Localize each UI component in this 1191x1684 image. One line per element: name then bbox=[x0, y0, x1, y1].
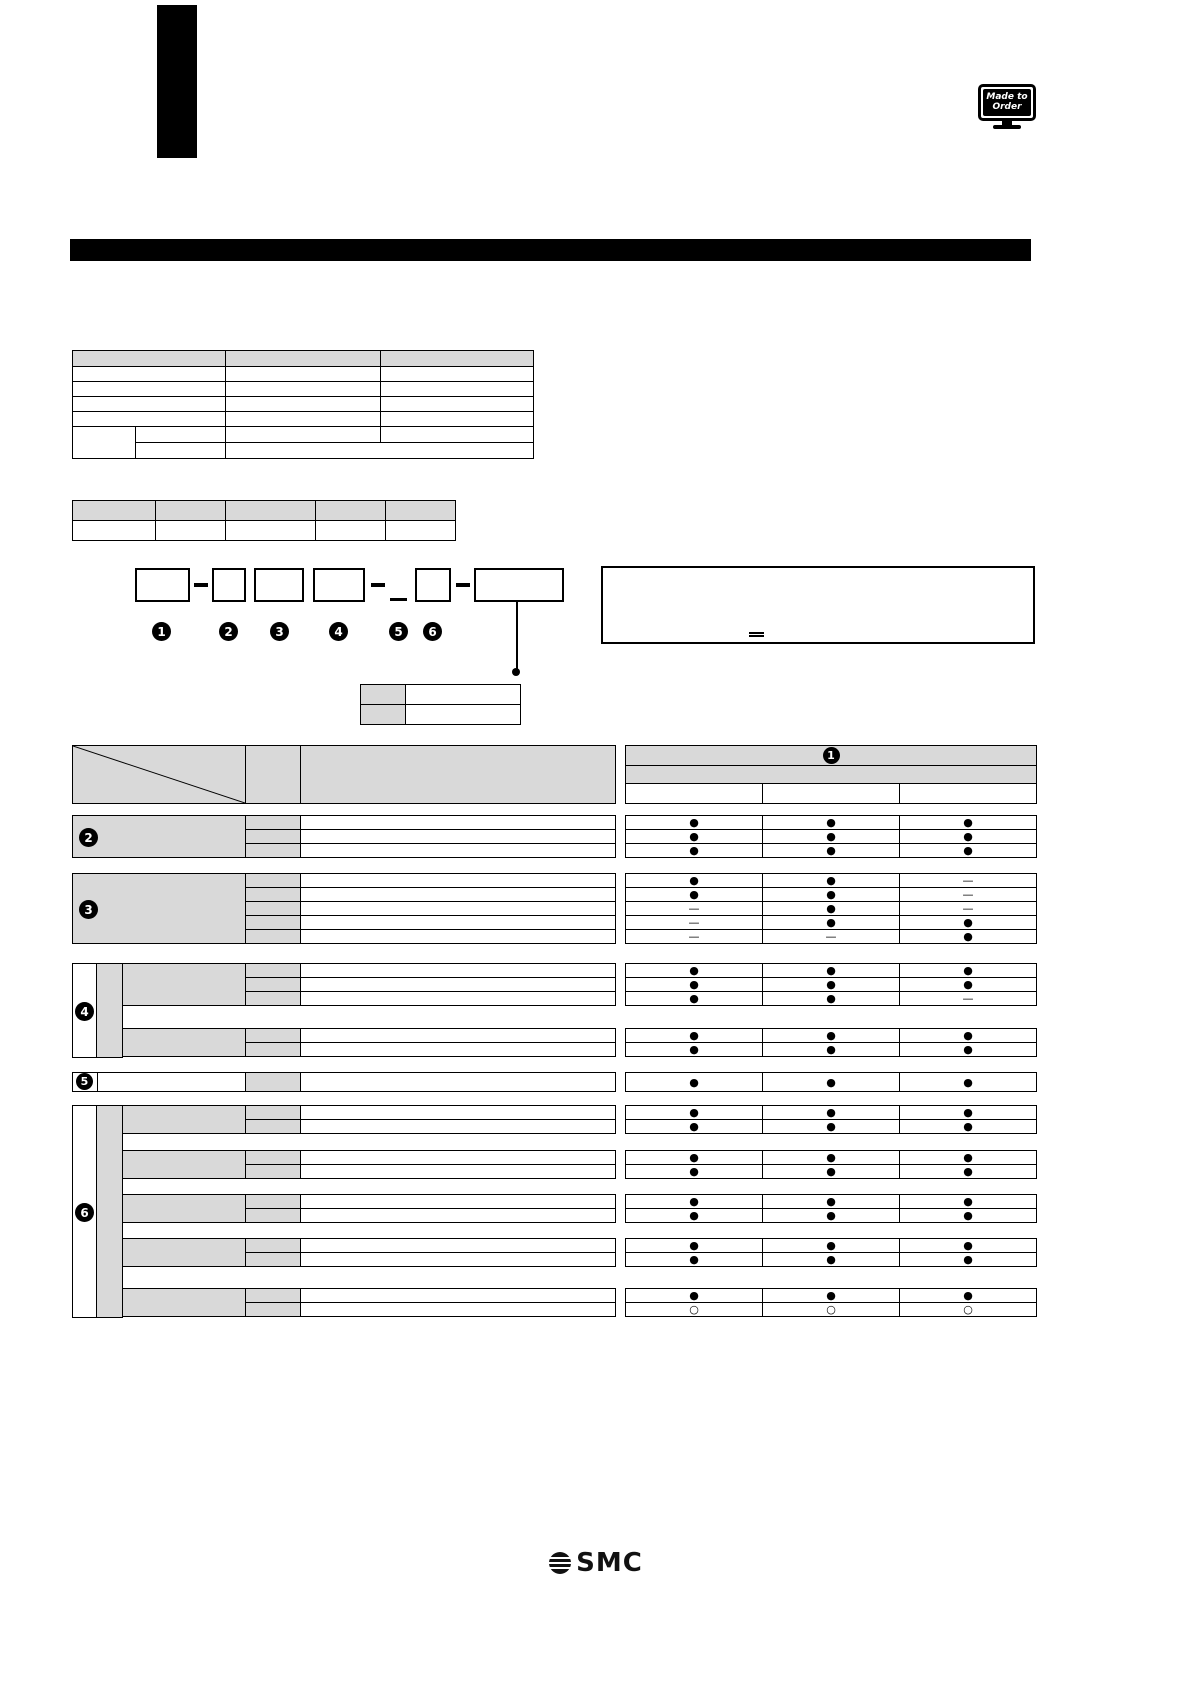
availability-cell: ● bbox=[762, 991, 900, 1006]
spec-cell bbox=[73, 427, 136, 459]
option-code-cell bbox=[245, 1150, 301, 1165]
weight-table bbox=[72, 500, 456, 541]
weight-cell bbox=[156, 521, 226, 541]
availability-cell: ● bbox=[899, 977, 1037, 992]
availability-cell: — bbox=[625, 929, 763, 944]
availability-cell: ● bbox=[762, 1208, 900, 1223]
availability-cell: ● bbox=[625, 815, 763, 830]
order-marker-6: 6 bbox=[423, 622, 442, 641]
availability-cell: ● bbox=[899, 1072, 1037, 1092]
availability-cell: ● bbox=[625, 1208, 763, 1223]
spec-row bbox=[73, 427, 534, 443]
spec-header-row bbox=[73, 351, 534, 367]
matrix-description-header-cell bbox=[300, 745, 616, 804]
availability-cell: ● bbox=[899, 1042, 1037, 1057]
availability-cell: ● bbox=[762, 915, 900, 930]
section3-availability-grid bbox=[625, 873, 1037, 944]
availability-cell: ● bbox=[625, 829, 763, 844]
weight-header-cell bbox=[156, 501, 226, 521]
availability-row bbox=[625, 1150, 1037, 1165]
availability-cell: — bbox=[899, 873, 1037, 888]
order-marker-4: 4 bbox=[329, 622, 348, 641]
option-desc-cell bbox=[406, 705, 521, 725]
availability-cell: ● bbox=[899, 1194, 1037, 1209]
option-description-cell bbox=[300, 915, 616, 930]
option-row bbox=[245, 1288, 616, 1303]
availability-cell: — bbox=[899, 991, 1037, 1006]
availability-cell: ● bbox=[625, 1105, 763, 1120]
section6-group1-availability-grid bbox=[625, 1105, 1037, 1134]
availability-row bbox=[625, 1164, 1037, 1179]
option-code-cell bbox=[245, 1252, 301, 1267]
matrix-series-band bbox=[625, 745, 1037, 766]
option-code-cell bbox=[245, 1042, 301, 1057]
availability-cell: ● bbox=[762, 1238, 900, 1253]
availability-cell: ● bbox=[899, 963, 1037, 978]
availability-cell: ● bbox=[762, 1164, 900, 1179]
spec-cell bbox=[226, 427, 381, 443]
spec-cell bbox=[136, 443, 226, 459]
section6-group4-availability-grid bbox=[625, 1238, 1037, 1267]
section4-group2-option-rows bbox=[245, 1028, 616, 1057]
option-code-cell bbox=[245, 1288, 301, 1303]
series-column-header bbox=[625, 783, 763, 804]
availability-row bbox=[625, 1302, 1037, 1317]
weight-cell bbox=[386, 521, 456, 541]
section6-group4-option-rows bbox=[245, 1238, 616, 1267]
option-description-cell bbox=[300, 887, 616, 902]
option-description-cell bbox=[300, 1252, 616, 1267]
section6-group5-label bbox=[122, 1288, 246, 1317]
availability-cell: ● bbox=[625, 1194, 763, 1209]
availability-cell: ● bbox=[899, 1105, 1037, 1120]
availability-row bbox=[625, 1042, 1037, 1057]
spec-cell bbox=[73, 382, 226, 397]
availability-cell: ● bbox=[625, 1119, 763, 1134]
spec-cell bbox=[226, 412, 381, 427]
availability-row bbox=[625, 1238, 1037, 1253]
availability-cell: ● bbox=[899, 815, 1037, 830]
matrix-corner-cell bbox=[72, 745, 246, 804]
availability-cell: ● bbox=[762, 1119, 900, 1134]
section6-group3-label bbox=[122, 1194, 246, 1223]
section6-group2-option-rows bbox=[245, 1150, 616, 1179]
availability-cell: ● bbox=[899, 1288, 1037, 1303]
option-description-cell bbox=[300, 963, 616, 978]
weight-row bbox=[73, 521, 456, 541]
spec-cell bbox=[226, 367, 381, 382]
order-code-box-3 bbox=[254, 568, 304, 602]
option-code-cell bbox=[245, 829, 301, 844]
weight-cell bbox=[316, 521, 386, 541]
section6-marker: 6 bbox=[75, 1203, 94, 1222]
availability-row bbox=[625, 1252, 1037, 1267]
section6-group3-availability-grid bbox=[625, 1194, 1037, 1223]
option-row bbox=[245, 815, 616, 830]
availability-cell: ● bbox=[762, 1194, 900, 1209]
availability-cell: ● bbox=[625, 1072, 763, 1092]
option-description-cell bbox=[300, 1150, 616, 1165]
option-description-cell bbox=[300, 873, 616, 888]
availability-row bbox=[625, 963, 1037, 978]
weight-header-cell bbox=[226, 501, 316, 521]
availability-row bbox=[625, 815, 1037, 830]
option-code-cell bbox=[245, 815, 301, 830]
option-code-cell bbox=[245, 977, 301, 992]
spec-header-cell bbox=[381, 351, 534, 367]
option-description-cell bbox=[300, 1208, 616, 1223]
order-code-box-1 bbox=[135, 568, 190, 602]
availability-cell: ● bbox=[625, 843, 763, 858]
section2-marker: 2 bbox=[79, 828, 98, 847]
option-code-cell bbox=[245, 843, 301, 858]
availability-cell: — bbox=[625, 901, 763, 916]
option-code-cell bbox=[245, 901, 301, 916]
diagonal-divider bbox=[73, 746, 245, 803]
option-row bbox=[245, 991, 616, 1006]
spec-cell bbox=[73, 367, 226, 382]
section4-group1-availability-grid bbox=[625, 963, 1037, 1006]
section3-marker: 3 bbox=[79, 900, 98, 919]
option-code-cell bbox=[361, 705, 406, 725]
option-description-cell bbox=[300, 843, 616, 858]
option-code-cell bbox=[245, 963, 301, 978]
weight-cell bbox=[73, 521, 156, 541]
spec-cell bbox=[73, 412, 226, 427]
availability-cell: ● bbox=[899, 929, 1037, 944]
note-box bbox=[601, 566, 1035, 644]
monitor-base bbox=[993, 125, 1021, 129]
availability-cell: ● bbox=[762, 963, 900, 978]
option-description-cell bbox=[300, 1238, 616, 1253]
availability-cell: ● bbox=[762, 1288, 900, 1303]
section5-availability-grid bbox=[625, 1072, 1037, 1092]
section6-group1-option-rows bbox=[245, 1105, 616, 1134]
option-row bbox=[245, 1028, 616, 1043]
smc-logo-text: SMC bbox=[576, 1548, 643, 1578]
spec-row bbox=[73, 382, 534, 397]
availability-cell: ● bbox=[899, 1238, 1037, 1253]
option-subtable bbox=[360, 684, 521, 725]
availability-row bbox=[625, 901, 1037, 916]
order-code-box-6 bbox=[474, 568, 564, 602]
spec-header-cell bbox=[226, 351, 381, 367]
page-tab-marker bbox=[157, 5, 197, 158]
spec-cell bbox=[381, 427, 534, 443]
option-row bbox=[361, 685, 521, 705]
option-row bbox=[245, 1119, 616, 1134]
availability-cell: ● bbox=[899, 915, 1037, 930]
option-description-cell bbox=[300, 815, 616, 830]
spec-row bbox=[73, 443, 534, 459]
monitor-icon bbox=[978, 84, 1036, 121]
availability-cell: ○ bbox=[625, 1302, 763, 1317]
option-row bbox=[245, 963, 616, 978]
option-code-cell bbox=[245, 991, 301, 1006]
availability-cell: ● bbox=[625, 1288, 763, 1303]
option-description-cell bbox=[300, 1042, 616, 1057]
order-marker-1: 1 bbox=[152, 622, 171, 641]
connector-dot bbox=[512, 668, 520, 676]
availability-row bbox=[625, 843, 1037, 858]
matrix-header-marker: 1 bbox=[823, 747, 840, 764]
spec-cell bbox=[381, 397, 534, 412]
order-code-box-4 bbox=[313, 568, 365, 602]
series-column-header bbox=[762, 783, 900, 804]
availability-cell: ● bbox=[762, 1028, 900, 1043]
availability-cell: ● bbox=[762, 1105, 900, 1120]
option-desc-cell bbox=[406, 685, 521, 705]
series-column-header bbox=[899, 783, 1037, 804]
note-emphasis-mark bbox=[749, 632, 764, 637]
section5-label-cell bbox=[97, 1072, 246, 1092]
option-row bbox=[245, 1042, 616, 1057]
option-code-cell bbox=[245, 929, 301, 944]
availability-row bbox=[625, 829, 1037, 844]
availability-cell: ● bbox=[762, 815, 900, 830]
section4-group2-label bbox=[122, 1028, 246, 1057]
made-to-order-badge bbox=[978, 84, 1036, 129]
order-marker-5: 5 bbox=[389, 622, 408, 641]
availability-cell: ● bbox=[625, 1252, 763, 1267]
availability-row bbox=[625, 1072, 1037, 1092]
option-description-cell bbox=[300, 901, 616, 916]
availability-cell: ● bbox=[762, 1252, 900, 1267]
option-row bbox=[245, 901, 616, 916]
spec-cell bbox=[136, 427, 226, 443]
option-code-cell bbox=[245, 915, 301, 930]
availability-row bbox=[625, 1119, 1037, 1134]
section6-group4-label bbox=[122, 1238, 246, 1267]
availability-cell: ● bbox=[625, 963, 763, 978]
section4-category-strip bbox=[96, 963, 123, 1058]
section6-group5-option-rows bbox=[245, 1288, 616, 1317]
availability-cell: ● bbox=[625, 1150, 763, 1165]
availability-cell: ○ bbox=[899, 1302, 1037, 1317]
spec-cell bbox=[381, 367, 534, 382]
option-row bbox=[245, 1302, 616, 1317]
spec-header-cell bbox=[73, 351, 226, 367]
option-description-cell bbox=[300, 1288, 616, 1303]
matrix-column-headers bbox=[625, 783, 1037, 804]
option-description-cell bbox=[300, 1164, 616, 1179]
section5-option-rows bbox=[245, 1072, 616, 1092]
option-row bbox=[245, 1252, 616, 1267]
availability-cell: — bbox=[899, 887, 1037, 902]
spec-row bbox=[73, 412, 534, 427]
spec-cell bbox=[226, 397, 381, 412]
option-row bbox=[245, 873, 616, 888]
option-row bbox=[245, 1105, 616, 1120]
option-description-cell bbox=[300, 1105, 616, 1120]
option-description-cell bbox=[300, 1072, 616, 1092]
order-marker-3: 3 bbox=[270, 622, 289, 641]
option-row bbox=[245, 829, 616, 844]
weight-header-cell bbox=[73, 501, 156, 521]
section6-group2-label bbox=[122, 1150, 246, 1179]
weight-header-row bbox=[73, 501, 456, 521]
availability-row bbox=[625, 1028, 1037, 1043]
availability-cell: ○ bbox=[762, 1302, 900, 1317]
availability-cell: ● bbox=[625, 873, 763, 888]
availability-row bbox=[625, 977, 1037, 992]
connector-line bbox=[516, 602, 518, 670]
section3-label-block bbox=[72, 873, 246, 944]
option-code-cell bbox=[245, 1208, 301, 1223]
availability-cell: ● bbox=[899, 1164, 1037, 1179]
spec-cell bbox=[226, 443, 534, 459]
availability-cell: ● bbox=[899, 1208, 1037, 1223]
option-code-cell bbox=[245, 1119, 301, 1134]
order-code-blank-underscore bbox=[390, 598, 407, 601]
availability-row bbox=[625, 1105, 1037, 1120]
availability-cell: ● bbox=[625, 887, 763, 902]
weight-cell bbox=[226, 521, 316, 541]
monitor-screen bbox=[983, 89, 1031, 116]
option-description-cell bbox=[300, 1119, 616, 1134]
option-row bbox=[245, 1072, 616, 1092]
order-marker-2: 2 bbox=[219, 622, 238, 641]
section4-marker: 4 bbox=[75, 1002, 94, 1021]
title-banner bbox=[70, 239, 1031, 261]
availability-row bbox=[625, 991, 1037, 1006]
availability-cell: ● bbox=[762, 873, 900, 888]
option-row bbox=[245, 1194, 616, 1209]
option-description-cell bbox=[300, 1302, 616, 1317]
section6-category-strip bbox=[96, 1105, 123, 1318]
option-description-cell bbox=[300, 1028, 616, 1043]
section6-group5-availability-grid bbox=[625, 1288, 1037, 1317]
matrix-subheader-band bbox=[625, 765, 1037, 784]
section6-group2-availability-grid bbox=[625, 1150, 1037, 1179]
order-code-box-5 bbox=[415, 568, 451, 602]
option-row bbox=[245, 1208, 616, 1223]
section6-group1-label bbox=[122, 1105, 246, 1134]
option-row bbox=[245, 1150, 616, 1165]
availability-cell: — bbox=[625, 915, 763, 930]
badge-text-line1: Made to bbox=[986, 92, 1028, 102]
order-code-dash bbox=[194, 583, 208, 587]
order-code-dash bbox=[371, 583, 385, 587]
option-code-cell bbox=[361, 685, 406, 705]
section4-group2-availability-grid bbox=[625, 1028, 1037, 1057]
availability-row bbox=[625, 873, 1037, 888]
availability-row bbox=[625, 1208, 1037, 1223]
availability-cell: ● bbox=[899, 843, 1037, 858]
availability-row bbox=[625, 1288, 1037, 1303]
availability-cell: ● bbox=[762, 1150, 900, 1165]
availability-cell: ● bbox=[762, 901, 900, 916]
spec-row bbox=[73, 397, 534, 412]
order-code-box-2 bbox=[212, 568, 246, 602]
section6-group3-option-rows bbox=[245, 1194, 616, 1223]
spec-cell bbox=[381, 382, 534, 397]
section5-marker: 5 bbox=[76, 1073, 93, 1090]
option-code-cell bbox=[245, 1072, 301, 1092]
option-row bbox=[245, 929, 616, 944]
availability-cell: ● bbox=[762, 977, 900, 992]
availability-cell: ● bbox=[899, 1028, 1037, 1043]
availability-row bbox=[625, 1194, 1037, 1209]
section4-group1-label bbox=[122, 963, 246, 1006]
spec-table bbox=[72, 350, 534, 459]
spec-cell bbox=[226, 382, 381, 397]
option-description-cell bbox=[300, 929, 616, 944]
spec-cell bbox=[73, 397, 226, 412]
option-row bbox=[245, 915, 616, 930]
availability-row bbox=[625, 887, 1037, 902]
availability-cell: ● bbox=[762, 843, 900, 858]
section2-label-block bbox=[72, 815, 246, 858]
option-row bbox=[245, 887, 616, 902]
availability-cell: ● bbox=[762, 829, 900, 844]
option-code-cell bbox=[245, 887, 301, 902]
option-description-cell bbox=[300, 829, 616, 844]
availability-cell: — bbox=[762, 929, 900, 944]
section4-group1-option-rows bbox=[245, 963, 616, 1006]
option-row bbox=[361, 705, 521, 725]
availability-row bbox=[625, 915, 1037, 930]
availability-cell: ● bbox=[625, 991, 763, 1006]
section2-option-rows bbox=[245, 815, 616, 858]
availability-cell: — bbox=[899, 901, 1037, 916]
availability-cell: ● bbox=[899, 1119, 1037, 1134]
section2-availability-grid bbox=[625, 815, 1037, 858]
option-code-cell bbox=[245, 1105, 301, 1120]
availability-cell: ● bbox=[762, 1042, 900, 1057]
option-code-cell bbox=[245, 873, 301, 888]
availability-cell: ● bbox=[762, 887, 900, 902]
option-code-cell bbox=[245, 1194, 301, 1209]
availability-cell: ● bbox=[625, 1028, 763, 1043]
option-row bbox=[245, 977, 616, 992]
section4-marker-strip bbox=[72, 963, 97, 1058]
section6-marker-strip bbox=[72, 1105, 97, 1318]
matrix-code-header-cell bbox=[245, 745, 301, 804]
availability-cell: ● bbox=[625, 1042, 763, 1057]
option-code-cell bbox=[245, 1028, 301, 1043]
option-description-cell bbox=[300, 1194, 616, 1209]
smc-globe-icon bbox=[548, 1551, 572, 1575]
option-code-cell bbox=[245, 1302, 301, 1317]
availability-cell: ● bbox=[899, 829, 1037, 844]
availability-cell: ● bbox=[625, 1238, 763, 1253]
spec-cell bbox=[381, 412, 534, 427]
spec-row bbox=[73, 367, 534, 382]
order-code-dash bbox=[456, 583, 470, 587]
option-row bbox=[245, 1164, 616, 1179]
option-description-cell bbox=[300, 991, 616, 1006]
weight-header-cell bbox=[386, 501, 456, 521]
footer-logo bbox=[0, 1548, 1191, 1578]
availability-cell: ● bbox=[625, 1164, 763, 1179]
option-row bbox=[245, 1238, 616, 1253]
option-code-cell bbox=[245, 1164, 301, 1179]
availability-cell: ● bbox=[625, 977, 763, 992]
availability-cell: ● bbox=[899, 1150, 1037, 1165]
option-description-cell bbox=[300, 977, 616, 992]
section3-option-rows bbox=[245, 873, 616, 944]
badge-text-line2: Order bbox=[992, 102, 1022, 113]
weight-header-cell bbox=[316, 501, 386, 521]
option-code-cell bbox=[245, 1238, 301, 1253]
availability-cell: ● bbox=[899, 1252, 1037, 1267]
option-row bbox=[245, 843, 616, 858]
availability-cell: ● bbox=[762, 1072, 900, 1092]
availability-row bbox=[625, 929, 1037, 944]
section5-marker-box bbox=[72, 1072, 98, 1092]
